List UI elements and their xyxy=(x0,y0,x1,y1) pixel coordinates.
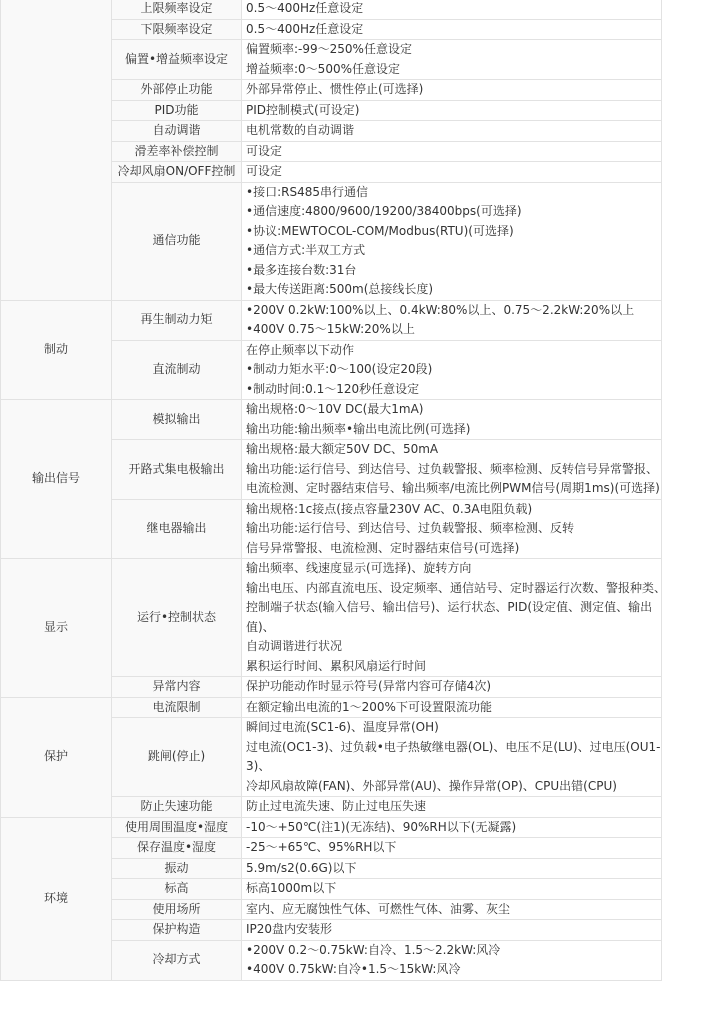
item-value xyxy=(242,899,662,920)
table-row xyxy=(1,0,662,19)
item-label: 通信功能 xyxy=(112,182,242,300)
value-line: 输出规格:0～10V DC(最大1mA) xyxy=(246,402,424,416)
item-value xyxy=(242,440,662,500)
item-value xyxy=(242,340,662,400)
item-label: 跳闸(停止) xyxy=(112,718,242,797)
item-value xyxy=(242,940,662,980)
value-line: 输出电压、内部直流电压、设定频率、通信站号、定时器运行次数、警报种类、 xyxy=(246,580,667,595)
value-line: PID控制模式(可设定) xyxy=(246,102,360,117)
item-label: 保存温度•湿度 xyxy=(112,838,242,859)
item-label: 冷却风扇ON/OFF控制 xyxy=(112,162,242,183)
table-row xyxy=(1,559,662,677)
value-line: 输出规格:最大额定50V DC、50mA xyxy=(246,442,439,456)
item-value xyxy=(242,40,662,80)
item-label: 模拟输出 xyxy=(112,400,242,440)
cat-braking: 制动 xyxy=(1,300,112,400)
item-value xyxy=(242,797,662,818)
value-line: 冷却风扇故障(FAN)、外部异常(AU)、操作异常(OP)、CPU出错(CPU) xyxy=(246,778,617,793)
value-line: 输出功能:输出频率•输出电流比例(可选择) xyxy=(246,421,471,436)
value-line: -10～+50℃(注1)(无冻结)、90%RH以下(无凝露) xyxy=(246,819,517,834)
value-line: 外部异常停止、惯性停止(可选择) xyxy=(246,82,424,96)
item-label: 上限频率设定 xyxy=(112,0,242,19)
item-label: 外部停止功能 xyxy=(112,80,242,101)
item-label: 标高 xyxy=(112,879,242,900)
item-value xyxy=(242,162,662,183)
value-line: 5.9m/s2(0.6G)以下 xyxy=(246,860,357,875)
value-line: •通信速度:4800/9600/19200/38400bps(可选择) xyxy=(246,204,522,218)
value-line: 室内、应无腐蚀性气体、可燃性气体、油雾、灰尘 xyxy=(246,901,511,916)
value-line: 偏置频率:-99～250%任意设定 xyxy=(246,42,412,56)
item-value xyxy=(242,141,662,162)
value-line: 值)、 xyxy=(246,619,275,634)
value-line: 防止过电流失速、防止过电压失速 xyxy=(246,799,427,813)
item-value xyxy=(242,121,662,142)
item-label: 继电器输出 xyxy=(112,499,242,559)
value-line: •最大传送距离:500m(总接线长度) xyxy=(246,282,434,296)
item-label: 开路式集电极输出 xyxy=(112,440,242,500)
item-label: 异常内容 xyxy=(112,677,242,698)
value-line: 信号异常警报、电流检测、定时器结束信号(可选择) xyxy=(246,540,520,555)
item-label: 偏置•增益频率设定 xyxy=(112,40,242,80)
item-label: 直流制动 xyxy=(112,340,242,400)
item-label: 使用周围温度•湿度 xyxy=(112,817,242,838)
item-value xyxy=(242,677,662,698)
value-line: 保护功能动作时显示符号(异常内容可存储4次) xyxy=(246,679,491,693)
item-label: 再生制动力矩 xyxy=(112,300,242,340)
item-value xyxy=(242,858,662,879)
value-line: •最多连接台数:31台 xyxy=(246,262,357,277)
item-label: 滑差率补偿控制 xyxy=(112,141,242,162)
value-line: •制动力矩水平:0～100(设定20段) xyxy=(246,362,433,376)
item-value xyxy=(242,182,662,300)
value-line: 0.5～400Hz任意设定 xyxy=(246,21,364,36)
item-label: 防止失速功能 xyxy=(112,797,242,818)
cat-control xyxy=(1,0,112,300)
value-line: 自动调谐进行状况 xyxy=(246,639,343,653)
cat-display: 显示 xyxy=(1,559,112,698)
value-line: 0.5～400Hz任意设定 xyxy=(246,1,364,15)
cat-environment: 环境 xyxy=(1,817,112,980)
item-value xyxy=(242,499,662,559)
item-label: 振动 xyxy=(112,858,242,879)
table-row xyxy=(1,697,662,718)
item-label: PID功能 xyxy=(112,100,242,121)
value-line: 在停止频率以下动作 xyxy=(246,342,355,357)
cat-protection: 保护 xyxy=(1,697,112,817)
value-line: 瞬间过电流(SC1-6)、温度异常(OH) xyxy=(246,720,439,734)
item-value xyxy=(242,718,662,797)
table-row xyxy=(1,817,662,838)
item-value xyxy=(242,838,662,859)
value-line: •400V 0.75～15kW:20%以上 xyxy=(246,322,415,336)
table-row xyxy=(1,300,662,340)
item-label: 运行•控制状态 xyxy=(112,559,242,677)
value-line: 控制端子状态(输入信号、输出信号)、运行状态、PID(设定值、测定值、输出 xyxy=(246,600,653,614)
value-line: 输出功能:运行信号、到达信号、过负载警报、频率检测、反转 xyxy=(246,521,575,535)
value-line: IP20盘内安装形 xyxy=(246,922,333,936)
item-label: 自动调谐 xyxy=(112,121,242,142)
value-line: 在额定输出电流的1～200%下可设置限流功能 xyxy=(246,699,492,714)
item-label: 保护构造 xyxy=(112,920,242,941)
value-line: 输出频率、线速度显示(可选择)、旋转方向 xyxy=(246,561,472,575)
value-line: 可设定 xyxy=(246,143,283,158)
value-line: 标高1000m以下 xyxy=(246,881,337,895)
value-line: 输出功能:运行信号、到达信号、过负载警报、频率检测、反转信号异常警报、 xyxy=(246,461,659,476)
value-line: 输出规格:1c接点(接点容量230V AC、0.3A电阻负载) xyxy=(246,501,533,516)
item-value xyxy=(242,80,662,101)
value-line: 过电流(OC1-3)、过负载•电子热敏继电器(OL)、电压不足(LU)、过电压(OU1- xyxy=(246,739,661,754)
item-value xyxy=(242,697,662,718)
item-value xyxy=(242,400,662,440)
spec-table-body xyxy=(1,0,667,980)
value-line: •通信方式:半双工方式 xyxy=(246,243,366,257)
value-line: •协议:MEWTOCOL-COM/Modbus(RTU)(可选择) xyxy=(246,223,514,238)
item-value xyxy=(242,19,662,40)
item-value xyxy=(242,559,667,677)
item-label: 电流限制 xyxy=(112,697,242,718)
value-line: 电机常数的自动调谐 xyxy=(246,123,355,137)
value-line: 电流检测、定时器结束信号、输出频率/电流比例PWM信号(周期1ms)(可选择) xyxy=(246,481,660,495)
item-value xyxy=(242,100,662,121)
item-value xyxy=(242,300,662,340)
item-label: 使用场所 xyxy=(112,899,242,920)
value-line: •接口:RS485串行通信 xyxy=(246,184,368,199)
value-line: 3)、 xyxy=(246,759,271,773)
item-value xyxy=(242,817,662,838)
item-value xyxy=(242,920,662,941)
value-line: -25～+65℃、95%RH以下 xyxy=(246,840,397,854)
value-line: •制动时间:0.1～120秒任意设定 xyxy=(246,381,420,396)
item-label: 冷却方式 xyxy=(112,940,242,980)
item-value xyxy=(242,0,662,19)
table-row xyxy=(1,400,662,440)
value-line: •200V 0.2kW:100%以上、0.4kW:80%以上、0.75～2.2kW:20%以上 xyxy=(246,302,635,317)
value-line: •200V 0.2～0.75kW:自冷、1.5～2.2kW:风冷 xyxy=(246,942,501,957)
value-line: •400V 0.75kW:自冷•1.5～15kW:风冷 xyxy=(246,962,461,976)
value-line: 累积运行时间、累积风扇运行时间 xyxy=(246,658,427,673)
item-value xyxy=(242,879,662,900)
item-label: 下限频率设定 xyxy=(112,19,242,40)
cat-output-signal: 输出信号 xyxy=(1,400,112,559)
value-line: 可设定 xyxy=(246,164,283,178)
value-line: 增益频率:0～500%任意设定 xyxy=(246,61,400,76)
